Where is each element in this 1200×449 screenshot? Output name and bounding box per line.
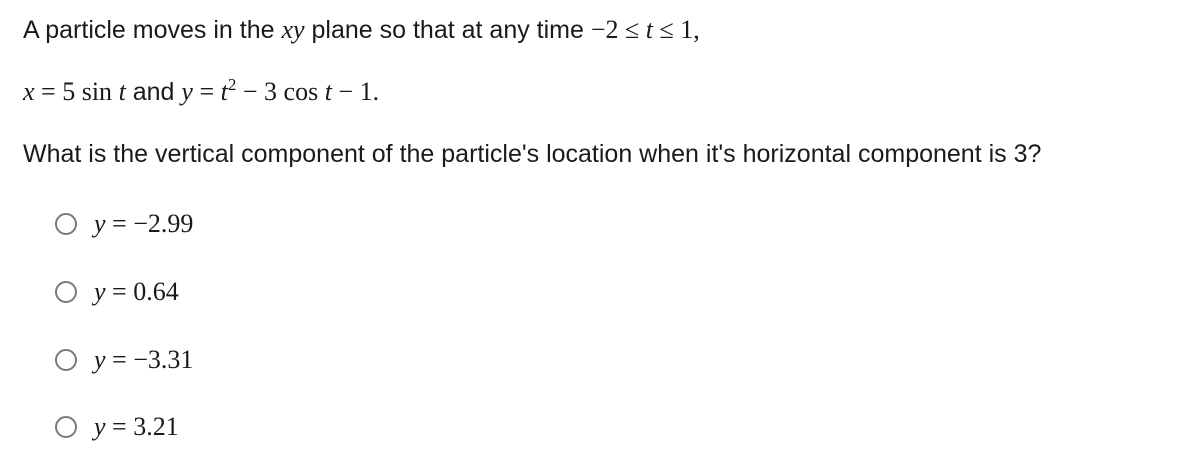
parametric-equations (23, 76, 379, 108)
option-label (94, 277, 179, 307)
x-t-variable: t (118, 77, 126, 106)
option-label (94, 412, 179, 442)
radio-button[interactable] (55, 349, 77, 371)
answer-option-1[interactable] (55, 206, 193, 242)
question-prompt: What is the vertical component of the particle's location when it's horizontal component is 3? (23, 140, 1042, 168)
option-label (94, 209, 193, 239)
answer-option-4[interactable] (55, 409, 179, 445)
and-text: and (125, 78, 182, 106)
y-t2-variable: t (324, 77, 332, 106)
answer-option-3[interactable] (55, 342, 193, 378)
option-variable: y (94, 209, 106, 238)
y-expression: − 3 cos (236, 77, 325, 106)
option-label (94, 345, 193, 375)
radio-button[interactable] (55, 416, 77, 438)
radio-button[interactable] (55, 213, 77, 235)
time-range-start: −2 ≤ (590, 15, 646, 44)
question-intro (23, 14, 700, 46)
intro-text-a: A particle moves in the (23, 16, 282, 44)
option-value: = 0.64 (105, 277, 179, 306)
radio-button[interactable] (55, 281, 77, 303)
option-value: = −2.99 (105, 209, 194, 238)
y-t-variable: t (220, 77, 228, 106)
option-variable: y (94, 277, 106, 306)
intro-text-b: plane so that at any time (304, 16, 591, 44)
y-equals: = (192, 77, 221, 106)
t-exponent: 2 (227, 75, 237, 94)
option-value: = 3.21 (105, 412, 179, 441)
y-expression-end: − 1. (331, 77, 380, 106)
time-range-end: ≤ 1, (653, 15, 700, 44)
x-variable: x (23, 77, 35, 106)
option-variable: y (94, 345, 106, 374)
option-value: = −3.31 (105, 345, 194, 374)
x-expression: = 5 sin (34, 77, 119, 106)
option-variable: y (94, 412, 106, 441)
y-variable: y (181, 77, 193, 106)
plane-variables: xy (281, 15, 305, 44)
time-range-var: t (645, 15, 654, 44)
answer-option-2[interactable] (55, 274, 179, 310)
